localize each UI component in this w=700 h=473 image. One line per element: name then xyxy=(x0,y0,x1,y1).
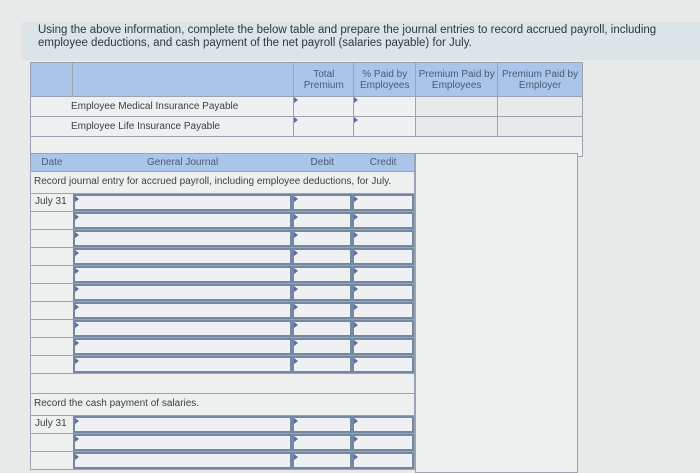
credit-input[interactable] xyxy=(352,212,414,229)
journal-row xyxy=(30,356,415,374)
general-journal xyxy=(30,153,415,470)
date-cell: July 31 xyxy=(35,418,67,429)
journal-row xyxy=(30,194,415,212)
journal-row xyxy=(30,452,415,470)
account-input[interactable] xyxy=(73,302,292,319)
header-paid-employer: Premium Paid by Employer xyxy=(498,63,583,97)
date-cell xyxy=(31,434,73,451)
date-cell xyxy=(31,302,73,319)
debit-input[interactable] xyxy=(292,416,352,433)
journal-row xyxy=(30,320,415,338)
account-input[interactable] xyxy=(73,452,292,469)
header-debit: Debit xyxy=(310,157,334,168)
journal-row xyxy=(30,338,415,356)
row-label: Employee Medical Insurance Payable xyxy=(31,97,294,117)
debit-input[interactable] xyxy=(292,248,352,265)
date-cell xyxy=(31,452,73,469)
debit-input[interactable] xyxy=(292,356,352,373)
header-total-premium: Total Premium xyxy=(294,63,354,97)
premium-table xyxy=(30,62,583,157)
total-premium-input[interactable] xyxy=(294,97,354,117)
header-pct-employees: % Paid by Employees xyxy=(354,63,416,97)
date-cell xyxy=(31,266,73,283)
debit-input[interactable] xyxy=(292,194,352,211)
debit-input[interactable] xyxy=(292,230,352,247)
debit-input[interactable] xyxy=(292,266,352,283)
journal-row xyxy=(30,248,415,266)
entry1-note: Record journal entry for accrued payroll, including employee deductions, for July. xyxy=(30,172,415,194)
row-label: Employee Life Insurance Payable xyxy=(31,117,294,137)
credit-input[interactable] xyxy=(352,194,414,211)
credit-input[interactable] xyxy=(352,248,414,265)
credit-input[interactable] xyxy=(352,230,414,247)
header-date: Date xyxy=(41,157,63,168)
journal-row xyxy=(30,266,415,284)
pct-employees-input[interactable] xyxy=(354,97,416,117)
debit-input[interactable] xyxy=(292,302,352,319)
date-cell xyxy=(31,356,73,373)
entry2-note: Record the cash payment of salaries. xyxy=(30,394,415,416)
table-row xyxy=(31,97,583,117)
credit-input[interactable] xyxy=(352,284,414,301)
date-cell xyxy=(31,338,73,355)
account-input[interactable] xyxy=(73,194,292,211)
journal-row xyxy=(30,416,415,434)
credit-input[interactable] xyxy=(352,302,414,319)
instructions: Using the above information, complete the below table and prepare the journal entries to record accrued payroll, including employee deductions, and cash payment of the net payroll (salaries payable) for July. xyxy=(22,22,700,60)
date-cell xyxy=(31,248,73,265)
journal-row xyxy=(30,434,415,452)
account-input[interactable] xyxy=(73,338,292,355)
date-cell xyxy=(31,230,73,247)
date-cell xyxy=(31,320,73,337)
account-input[interactable] xyxy=(73,230,292,247)
account-input[interactable] xyxy=(73,434,292,451)
account-input[interactable] xyxy=(73,212,292,229)
debit-input[interactable] xyxy=(292,338,352,355)
debit-input[interactable] xyxy=(292,452,352,469)
debit-input[interactable] xyxy=(292,434,352,451)
date-cell xyxy=(31,212,73,229)
journal-header xyxy=(30,153,415,172)
credit-input[interactable] xyxy=(352,356,414,373)
blank-area xyxy=(415,153,578,473)
credit-input[interactable] xyxy=(352,338,414,355)
account-input[interactable] xyxy=(73,266,292,283)
account-input[interactable] xyxy=(73,248,292,265)
credit-input[interactable] xyxy=(352,320,414,337)
account-input[interactable] xyxy=(73,416,292,433)
paid-employer-cell xyxy=(498,117,583,137)
account-input[interactable] xyxy=(73,284,292,301)
account-input[interactable] xyxy=(73,320,292,337)
paid-employees-cell xyxy=(416,97,498,117)
header-credit: Credit xyxy=(369,157,397,168)
table-row xyxy=(31,117,583,137)
date-cell xyxy=(31,284,73,301)
header-paid-employees: Premium Paid by Employees xyxy=(416,63,498,97)
date-cell: July 31 xyxy=(35,196,67,207)
debit-input[interactable] xyxy=(292,212,352,229)
pct-employees-input[interactable] xyxy=(354,117,416,137)
paid-employees-cell xyxy=(416,117,498,137)
debit-input[interactable] xyxy=(292,284,352,301)
journal-row xyxy=(30,230,415,248)
journal-row xyxy=(30,284,415,302)
total-premium-input[interactable] xyxy=(294,117,354,137)
credit-input[interactable] xyxy=(352,452,414,469)
debit-input[interactable] xyxy=(292,320,352,337)
account-input[interactable] xyxy=(73,356,292,373)
paid-employer-cell xyxy=(498,97,583,117)
journal-row xyxy=(30,302,415,320)
credit-input[interactable] xyxy=(352,434,414,451)
header-general-journal: General Journal xyxy=(147,157,219,168)
credit-input[interactable] xyxy=(352,266,414,283)
credit-input[interactable] xyxy=(352,416,414,433)
journal-row xyxy=(30,212,415,230)
